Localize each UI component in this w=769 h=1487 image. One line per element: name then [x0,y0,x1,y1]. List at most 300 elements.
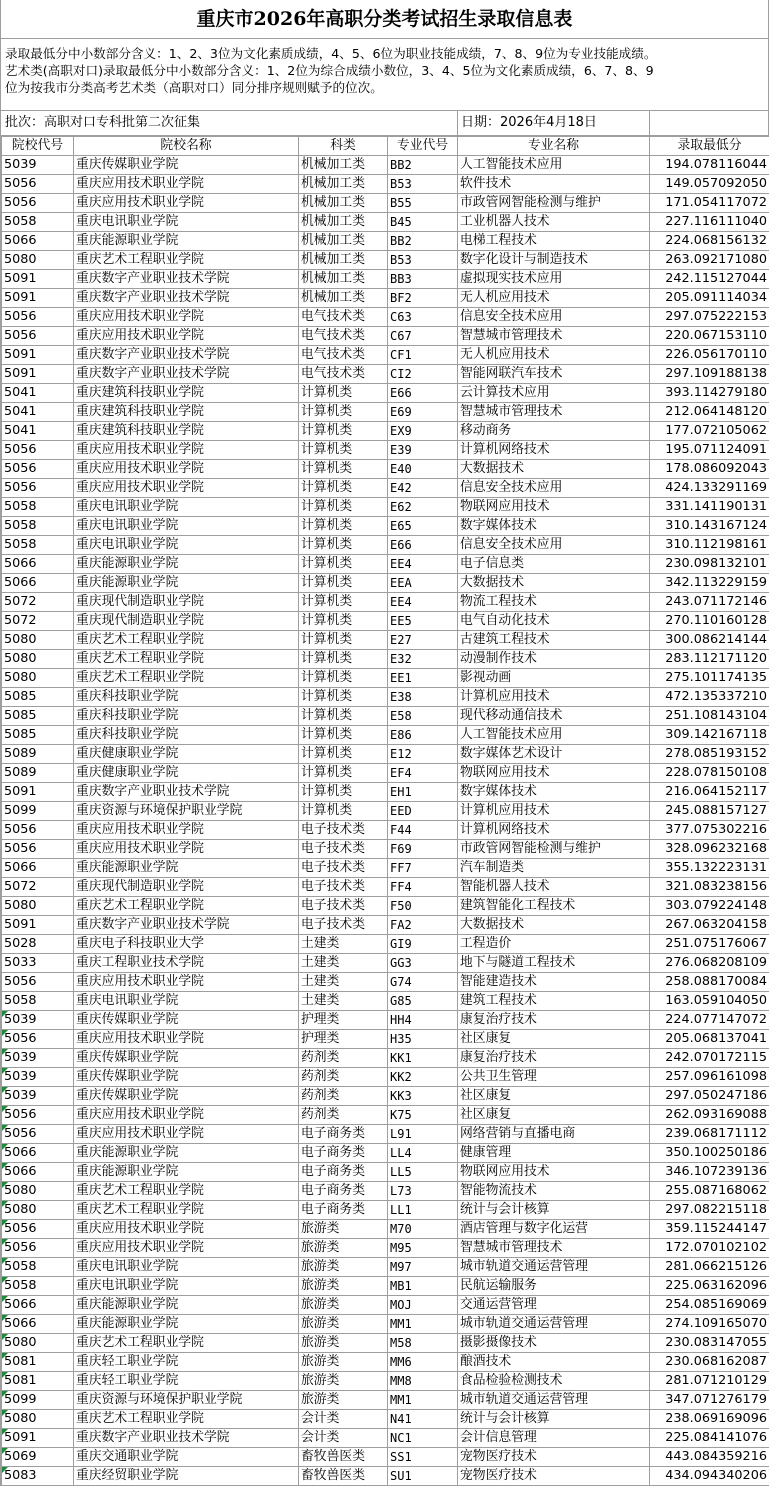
major-code-cell: MM1 [388,1391,458,1410]
major-name-cell: 现代移动通信技术 [458,707,650,726]
school-name-cell: 重庆艺术工程职业学院 [74,631,299,650]
category-cell: 电子商务类 [299,1163,388,1182]
school-name-cell: 重庆应用技术职业学院 [74,460,299,479]
school-name-cell: 重庆传媒职业学院 [74,1011,299,1030]
category-cell: 机械加工类 [299,289,388,308]
major-code-cell: B55 [388,194,458,213]
table-row [2,1296,769,1315]
min-score-cell: 257.096161098 [650,1068,769,1087]
category-cell: 土建类 [299,973,388,992]
school-name-cell: 重庆应用技术职业学院 [74,973,299,992]
school-code-cell: 5072 [2,612,74,631]
category-cell: 计算机类 [299,574,388,593]
major-code-cell: F50 [388,897,458,916]
category-cell: 计算机类 [299,650,388,669]
min-score-cell: 303.079224148 [650,897,769,916]
table-row [2,384,769,403]
school-name-cell: 重庆电讯职业学院 [74,992,299,1011]
school-code-cell: 5081 [2,1353,74,1372]
major-code-cell: EE4 [388,555,458,574]
school-name-cell: 重庆数字产业职业技术学院 [74,1429,299,1448]
school-code-cell: 5091 [2,916,74,935]
table-row [2,441,769,460]
major-code-cell: E40 [388,460,458,479]
major-name-cell: 建筑工程技术 [458,992,650,1011]
min-score-cell: 149.057092050 [650,175,769,194]
major-name-cell: 交通运营管理 [458,1296,650,1315]
category-cell: 计算机类 [299,612,388,631]
school-code-cell: 5072 [2,593,74,612]
table-row [2,707,769,726]
major-code-cell: BB2 [388,232,458,251]
table-row [2,1277,769,1296]
min-score-cell: 270.110160128 [650,612,769,631]
major-code-cell: FF4 [388,878,458,897]
table-row [2,1372,769,1391]
major-code-cell: G74 [388,973,458,992]
school-code-cell: 5033 [2,954,74,973]
table-row [2,1106,769,1125]
major-code-cell: SU1 [388,1467,458,1486]
category-cell: 计算机类 [299,745,388,764]
min-score-cell: 350.100250186 [650,1144,769,1163]
table-row [2,175,769,194]
min-score-cell: 238.069169096 [650,1410,769,1429]
table-header-row [2,137,769,156]
category-cell: 土建类 [299,992,388,1011]
major-code-cell: E27 [388,631,458,650]
min-score-cell: 177.072105062 [650,422,769,441]
major-code-cell: KK3 [388,1087,458,1106]
major-code-cell: B53 [388,175,458,194]
school-code-cell: 5056 [2,175,74,194]
school-name-cell: 重庆应用技术职业学院 [74,441,299,460]
min-score-cell: 230.083147055 [650,1334,769,1353]
table-row [2,593,769,612]
major-code-cell: CI2 [388,365,458,384]
school-code-cell: 5058 [2,992,74,1011]
table-row [2,1068,769,1087]
school-code-cell: 5056 [2,308,74,327]
major-name-cell: 大数据技术 [458,574,650,593]
major-code-cell: L91 [388,1125,458,1144]
major-code-cell: H35 [388,1030,458,1049]
school-name-cell: 重庆艺术工程职业学院 [74,669,299,688]
school-name-cell: 重庆应用技术职业学院 [74,840,299,859]
school-code-cell: 5058 [2,1277,74,1296]
min-score-cell: 225.063162096 [650,1277,769,1296]
school-name-cell: 重庆现代制造职业学院 [74,878,299,897]
school-code-cell: 5056 [2,1030,74,1049]
min-score-cell: 216.064152117 [650,783,769,802]
school-code-cell: 5091 [2,289,74,308]
category-cell: 会计类 [299,1429,388,1448]
category-cell: 电气技术类 [299,346,388,365]
min-score-cell: 263.092171080 [650,251,769,270]
major-code-cell: E66 [388,536,458,555]
header-major-name: 专业名称 [458,137,650,156]
major-name-cell: 智能建造技术 [458,973,650,992]
category-cell: 计算机类 [299,631,388,650]
category-cell: 计算机类 [299,688,388,707]
school-name-cell: 重庆应用技术职业学院 [74,1239,299,1258]
major-name-cell: 计算机应用技术 [458,802,650,821]
min-score-cell: 172.070102102 [650,1239,769,1258]
category-cell: 旅游类 [299,1239,388,1258]
min-score-cell: 297.082215118 [650,1201,769,1220]
school-code-cell: 5091 [2,365,74,384]
table-row [2,992,769,1011]
table-row [2,327,769,346]
major-code-cell: MM8 [388,1372,458,1391]
major-code-cell: M97 [388,1258,458,1277]
min-score-cell: 297.075222153 [650,308,769,327]
major-code-cell: MM1 [388,1315,458,1334]
school-code-cell: 5056 [2,479,74,498]
school-code-cell: 5080 [2,650,74,669]
meta-row [1,111,769,136]
header-major-code: 专业代号 [388,137,458,156]
category-cell: 计算机类 [299,479,388,498]
major-name-cell: 智慧城市管理技术 [458,327,650,346]
major-name-cell: 市政管网智能检测与维护 [458,194,650,213]
min-score-cell: 178.086092043 [650,460,769,479]
category-cell: 机械加工类 [299,175,388,194]
category-cell: 机械加工类 [299,232,388,251]
category-cell: 计算机类 [299,669,388,688]
major-name-cell: 信息安全技术应用 [458,479,650,498]
school-code-cell: 5039 [2,1011,74,1030]
major-name-cell: 人工智能技术应用 [458,156,650,175]
min-score-cell: 243.071172146 [650,593,769,612]
school-name-cell: 重庆数字产业职业技术学院 [74,346,299,365]
school-code-cell: 5041 [2,403,74,422]
school-name-cell: 重庆建筑科技职业学院 [74,384,299,403]
school-code-cell: 5056 [2,973,74,992]
category-cell: 药剂类 [299,1087,388,1106]
school-name-cell: 重庆能源职业学院 [74,1315,299,1334]
table-row [2,1220,769,1239]
major-code-cell: EEA [388,574,458,593]
min-score-cell: 278.085193152 [650,745,769,764]
major-name-cell: 宠物医疗技术 [458,1467,650,1486]
table-row [2,821,769,840]
school-name-cell: 重庆能源职业学院 [74,232,299,251]
category-cell: 计算机类 [299,536,388,555]
min-score-cell: 258.088170084 [650,973,769,992]
major-name-cell: 社区康复 [458,1087,650,1106]
major-name-cell: 统计与会计核算 [458,1410,650,1429]
category-cell: 土建类 [299,954,388,973]
school-code-cell: 5085 [2,707,74,726]
major-name-cell: 数字化设计与制造技术 [458,251,650,270]
table-row [2,764,769,783]
min-score-cell: 297.050247186 [650,1087,769,1106]
school-code-cell: 5066 [2,1296,74,1315]
school-name-cell: 重庆应用技术职业学院 [74,308,299,327]
min-score-cell: 230.098132101 [650,555,769,574]
table-row [2,1201,769,1220]
major-name-cell: 信息安全技术应用 [458,308,650,327]
category-cell: 电气技术类 [299,365,388,384]
min-score-cell: 342.113229159 [650,574,769,593]
min-score-cell: 245.088157127 [650,802,769,821]
category-cell: 电子技术类 [299,859,388,878]
table-row [2,1315,769,1334]
school-code-cell: 5083 [2,1467,74,1486]
min-score-cell: 297.109188138 [650,365,769,384]
min-score-cell: 328.096232168 [650,840,769,859]
school-code-cell: 5080 [2,669,74,688]
table-row [2,555,769,574]
major-code-cell: M95 [388,1239,458,1258]
school-name-cell: 重庆艺术工程职业学院 [74,650,299,669]
major-code-cell: L73 [388,1182,458,1201]
school-name-cell: 重庆应用技术职业学院 [74,194,299,213]
major-name-cell: 数字媒体艺术设计 [458,745,650,764]
major-name-cell: 信息安全技术应用 [458,536,650,555]
school-name-cell: 重庆艺术工程职业学院 [74,251,299,270]
min-score-cell: 230.068162087 [650,1353,769,1372]
school-name-cell: 重庆资源与环境保护职业学院 [74,802,299,821]
major-code-cell: LL5 [388,1163,458,1182]
major-name-cell: 电气自动化技术 [458,612,650,631]
category-cell: 计算机类 [299,422,388,441]
school-code-cell: 5058 [2,1258,74,1277]
major-name-cell: 统计与会计核算 [458,1201,650,1220]
min-score-cell: 195.071124091 [650,441,769,460]
min-score-cell: 377.075302216 [650,821,769,840]
school-code-cell: 5066 [2,574,74,593]
min-score-cell: 224.077147072 [650,1011,769,1030]
category-cell: 电子技术类 [299,821,388,840]
table-row [2,1087,769,1106]
table-row [2,574,769,593]
table-row [2,1030,769,1049]
table-row [2,631,769,650]
major-name-cell: 计算机应用技术 [458,688,650,707]
major-name-cell: 工程造价 [458,935,650,954]
table-row [2,536,769,555]
major-code-cell: E58 [388,707,458,726]
category-cell: 计算机类 [299,517,388,536]
major-name-cell: 社区康复 [458,1106,650,1125]
header-school-name: 院校名称 [74,137,299,156]
min-score-cell: 310.143167124 [650,517,769,536]
school-code-cell: 5056 [2,821,74,840]
min-score-cell: 212.064148120 [650,403,769,422]
school-code-cell: 5056 [2,460,74,479]
school-name-cell: 重庆能源职业学院 [74,1144,299,1163]
school-name-cell: 重庆应用技术职业学院 [74,1220,299,1239]
school-name-cell: 重庆经贸职业学院 [74,1467,299,1486]
major-name-cell: 公共卫生管理 [458,1068,650,1087]
major-name-cell: 民航运输服务 [458,1277,650,1296]
major-code-cell: E42 [388,479,458,498]
major-name-cell: 云计算技术应用 [458,384,650,403]
major-name-cell: 软件技术 [458,175,650,194]
min-score-cell: 424.133291169 [650,479,769,498]
table-row [2,1011,769,1030]
major-name-cell: 网络营销与直播电商 [458,1125,650,1144]
table-body [2,156,769,1486]
table-row [2,726,769,745]
major-name-cell: 计算机网络技术 [458,441,650,460]
school-name-cell: 重庆科技职业学院 [74,726,299,745]
table-row [2,308,769,327]
table-row [2,1144,769,1163]
header-min-score: 录取最低分 [650,137,769,156]
major-code-cell: LL1 [388,1201,458,1220]
major-name-cell: 无人机应用技术 [458,346,650,365]
table-row [2,1429,769,1448]
major-code-cell: F69 [388,840,458,859]
major-name-cell: 酿酒技术 [458,1353,650,1372]
school-code-cell: 5056 [2,441,74,460]
min-score-cell: 443.084359216 [650,1448,769,1467]
category-cell: 计算机类 [299,384,388,403]
major-code-cell: FF7 [388,859,458,878]
table-row [2,688,769,707]
major-code-cell: EF4 [388,764,458,783]
school-code-cell: 5041 [2,384,74,403]
category-cell: 计算机类 [299,460,388,479]
school-code-cell: 5058 [2,213,74,232]
min-score-cell: 225.084141076 [650,1429,769,1448]
divider [457,111,458,135]
category-cell: 机械加工类 [299,213,388,232]
major-name-cell: 无人机应用技术 [458,289,650,308]
major-code-cell: F44 [388,821,458,840]
min-score-cell: 251.108143104 [650,707,769,726]
school-name-cell: 重庆艺术工程职业学院 [74,897,299,916]
major-name-cell: 建筑智能化工程技术 [458,897,650,916]
category-cell: 机械加工类 [299,270,388,289]
school-code-cell: 5058 [2,536,74,555]
major-name-cell: 酒店管理与数字化运营 [458,1220,650,1239]
school-code-cell: 5066 [2,1144,74,1163]
school-name-cell: 重庆艺术工程职业学院 [74,1410,299,1429]
school-name-cell: 重庆电讯职业学院 [74,1277,299,1296]
category-cell: 土建类 [299,935,388,954]
school-name-cell: 重庆艺术工程职业学院 [74,1334,299,1353]
table-row [2,498,769,517]
major-code-cell: E12 [388,745,458,764]
table-row [2,1353,769,1372]
school-code-cell: 5058 [2,517,74,536]
major-code-cell: C63 [388,308,458,327]
category-cell: 护理类 [299,1011,388,1030]
min-score-cell: 274.109165070 [650,1315,769,1334]
major-code-cell: EX9 [388,422,458,441]
school-code-cell: 5099 [2,1391,74,1410]
school-code-cell: 5091 [2,346,74,365]
major-code-cell: K75 [388,1106,458,1125]
school-code-cell: 5080 [2,251,74,270]
min-score-cell: 205.091114034 [650,289,769,308]
category-cell: 电子商务类 [299,1144,388,1163]
category-cell: 计算机类 [299,726,388,745]
school-code-cell: 5080 [2,1334,74,1353]
major-code-cell: MB1 [388,1277,458,1296]
major-name-cell: 汽车制造类 [458,859,650,878]
major-name-cell: 城市轨道交通运营管理 [458,1258,650,1277]
major-code-cell: BF2 [388,289,458,308]
min-score-cell: 255.087168062 [650,1182,769,1201]
school-code-cell: 5080 [2,897,74,916]
school-name-cell: 重庆传媒职业学院 [74,1087,299,1106]
school-name-cell: 重庆应用技术职业学院 [74,1125,299,1144]
major-name-cell: 物联网应用技术 [458,1163,650,1182]
category-cell: 计算机类 [299,764,388,783]
category-cell: 计算机类 [299,707,388,726]
major-code-cell: MOJ [388,1296,458,1315]
table-row [2,289,769,308]
school-code-cell: 5056 [2,840,74,859]
category-cell: 电气技术类 [299,327,388,346]
school-name-cell: 重庆建筑科技职业学院 [74,422,299,441]
major-name-cell: 物联网应用技术 [458,764,650,783]
major-code-cell: E38 [388,688,458,707]
table-row [2,1182,769,1201]
major-name-cell: 电梯工程技术 [458,232,650,251]
major-code-cell: CF1 [388,346,458,365]
category-cell: 电子技术类 [299,878,388,897]
school-code-cell: 5091 [2,1429,74,1448]
min-score-cell: 309.142167118 [650,726,769,745]
table-row [2,517,769,536]
min-score-cell: 163.059104050 [650,992,769,1011]
min-score-cell: 227.116111040 [650,213,769,232]
table-row [2,232,769,251]
min-score-cell: 228.078150108 [650,764,769,783]
category-cell: 计算机类 [299,403,388,422]
min-score-cell: 359.115244147 [650,1220,769,1239]
category-cell: 旅游类 [299,1315,388,1334]
major-name-cell: 数字媒体技术 [458,783,650,802]
table-row [2,916,769,935]
category-cell: 旅游类 [299,1353,388,1372]
major-code-cell: N41 [388,1410,458,1429]
school-code-cell: 5066 [2,1163,74,1182]
school-code-cell: 5085 [2,726,74,745]
min-score-cell: 239.068171112 [650,1125,769,1144]
major-name-cell: 人工智能技术应用 [458,726,650,745]
school-name-cell: 重庆电讯职业学院 [74,498,299,517]
major-name-cell: 摄影摄像技术 [458,1334,650,1353]
school-name-cell: 重庆科技职业学院 [74,707,299,726]
major-code-cell: EE1 [388,669,458,688]
table-row [2,878,769,897]
note-line: 位为按我市分类高考艺术类（高职对口）同分排序规则赋予的位次。 [5,80,383,95]
major-name-cell: 地下与隧道工程技术 [458,954,650,973]
min-score-cell: 393.114279180 [650,384,769,403]
school-name-cell: 重庆数字产业职业技术学院 [74,365,299,384]
major-code-cell: BB2 [388,156,458,175]
school-code-cell: 5085 [2,688,74,707]
school-name-cell: 重庆数字产业职业技术学院 [74,289,299,308]
table-row [2,612,769,631]
major-code-cell: E65 [388,517,458,536]
major-name-cell: 移动商务 [458,422,650,441]
table-row [2,897,769,916]
school-name-cell: 重庆科技职业学院 [74,688,299,707]
major-name-cell: 会计信息管理 [458,1429,650,1448]
major-name-cell: 智能物流技术 [458,1182,650,1201]
major-name-cell: 电子信息类 [458,555,650,574]
category-cell: 药剂类 [299,1049,388,1068]
major-code-cell: E62 [388,498,458,517]
